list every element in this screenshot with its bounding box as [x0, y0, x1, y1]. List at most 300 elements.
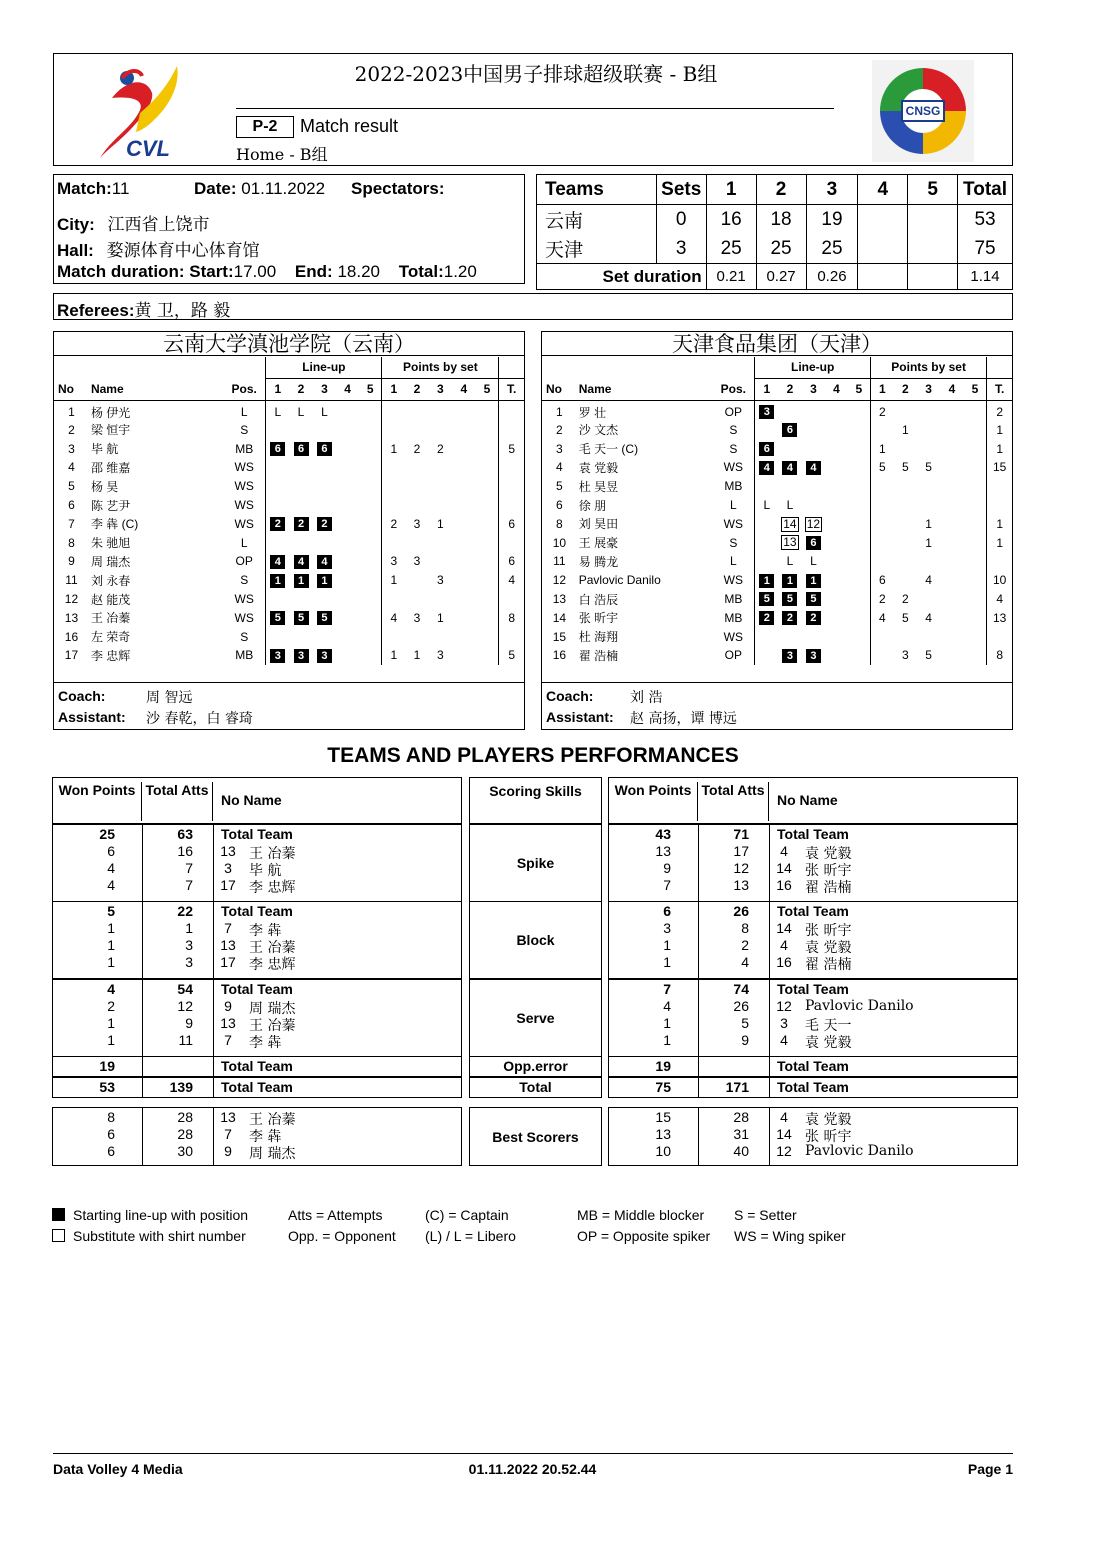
lineup-cell — [755, 421, 778, 440]
col-set-away-8: 4 — [940, 378, 963, 400]
won-points: 10 — [655, 1143, 671, 1159]
player-position: WS — [234, 610, 254, 625]
player-shirt-number: 7 — [224, 1032, 232, 1048]
lineup-cell — [825, 646, 848, 665]
total-points: 5 — [499, 439, 524, 458]
lineup-cell — [755, 477, 778, 496]
lineup-substitute-number: 12 — [806, 516, 821, 531]
score-team-away: 天津 — [537, 234, 657, 264]
set-points: 1 — [382, 439, 405, 458]
player-row — [54, 439, 524, 458]
spectators-label: Spectators: — [351, 179, 445, 198]
lineup-cell — [848, 458, 871, 477]
total-attempts: 3 — [185, 954, 193, 970]
player-row — [54, 646, 524, 665]
player-name: Pavlovic Danilo — [805, 1143, 914, 1159]
player-position: MB — [724, 479, 743, 494]
col-pos-home: Pos. — [223, 378, 266, 400]
player-shirt-number: 16 — [776, 954, 792, 970]
won-points: 1 — [663, 937, 671, 953]
roster-table-home — [54, 357, 524, 665]
set-points — [940, 571, 963, 590]
col-pos-away: Pos. — [712, 378, 755, 400]
set-points — [382, 477, 405, 496]
lineup-cell — [336, 627, 359, 646]
set-points — [917, 627, 940, 646]
lineup-cell — [825, 421, 848, 440]
player-shirt-number: 9 — [224, 998, 232, 1014]
footer-line — [53, 1453, 1013, 1454]
lineup-cell — [266, 496, 289, 515]
lineup-cell — [359, 439, 382, 458]
set-points — [940, 496, 963, 515]
lineup-start-position: 5 — [806, 592, 821, 606]
player-name: 王 冶蓁 — [249, 1018, 296, 1034]
won-points: 1 — [107, 937, 115, 953]
player-position: MB — [724, 592, 743, 607]
player-number: 16 — [552, 648, 567, 663]
score-header-teams: Teams — [537, 175, 657, 205]
player-name: 袁 党毅 — [805, 1035, 852, 1051]
player-number: 11 — [65, 573, 78, 588]
set-points — [382, 496, 405, 515]
player-name: 王 冶蓁 — [249, 846, 296, 862]
perf-block-right — [608, 1107, 1018, 1166]
player-number: 12 — [552, 573, 567, 588]
player-name: 白 浩辰 — [578, 592, 619, 607]
col-set-home-5: 1 — [382, 378, 405, 400]
set-points: 3 — [413, 610, 421, 625]
lineup-cell — [778, 571, 801, 590]
player-position: WS — [723, 629, 744, 644]
player-position: WS — [723, 460, 744, 475]
doc-subtitle: Home - B组 — [236, 145, 328, 164]
score-set5-away — [908, 234, 958, 264]
set-points — [452, 514, 475, 533]
player-shirt-number: 3 — [780, 1015, 788, 1031]
set-points — [917, 421, 940, 440]
lineup-cell — [266, 514, 289, 533]
roster-away-frame — [541, 331, 1013, 730]
player-shirt-number: 4 — [780, 1109, 788, 1125]
player-name: Pavlovic Danilo — [578, 573, 661, 588]
player-name: Total Team — [777, 826, 849, 842]
won-points: 1 — [107, 954, 115, 970]
player-name: 李 忠辉 — [249, 957, 296, 973]
skill-name: Total — [519, 1079, 552, 1095]
legend-mb: MB = Middle blocker — [577, 1207, 705, 1223]
set-points — [894, 571, 917, 590]
total-points — [499, 533, 524, 552]
lineup-cell — [336, 421, 359, 440]
player-shirt-number: 14 — [776, 920, 792, 936]
lineup-cell — [825, 627, 848, 646]
player-name: 邵 维嘉 — [90, 460, 131, 475]
lineup-cell — [266, 477, 289, 496]
set-points — [382, 533, 405, 552]
set-points — [429, 400, 452, 421]
player-shirt-number: 16 — [776, 877, 792, 893]
set-duration-label: Set duration — [537, 264, 707, 290]
won-points: 4 — [107, 877, 115, 893]
lineup-cell — [802, 627, 825, 646]
set-duration-4 — [858, 264, 908, 290]
roster-home — [53, 331, 525, 730]
set-points — [452, 439, 475, 458]
total-points — [499, 496, 524, 515]
won-points: 1 — [663, 1032, 671, 1048]
lineup-cell — [802, 421, 825, 440]
total-attempts: 54 — [177, 981, 193, 997]
total-attempts: 30 — [177, 1143, 193, 1159]
col-no-away: No — [542, 378, 577, 400]
set-points — [917, 496, 940, 515]
score-total-away: 75 — [958, 234, 1013, 264]
roster-home-frame — [53, 331, 525, 730]
set-points — [964, 608, 987, 627]
player-name: 陈 艺尹 — [90, 498, 131, 513]
total-attempts: 9 — [185, 1015, 193, 1031]
player-name: Total Team — [777, 981, 849, 997]
set-duration-total: 1.14 — [958, 264, 1013, 290]
perf-total-right — [608, 1077, 1018, 1098]
score-set2-away: 25 — [756, 234, 806, 264]
row-label: Total Team — [221, 1058, 293, 1074]
player-position: WS — [723, 516, 744, 531]
player-number: 11 — [553, 554, 566, 569]
roster-table-away — [542, 357, 1012, 665]
set-points: 2 — [870, 400, 893, 421]
player-row — [542, 608, 1012, 627]
player-shirt-number: 7 — [224, 920, 232, 936]
score-sets-away: 3 — [656, 234, 706, 264]
legend-op: OP = Opposite spiker — [577, 1228, 711, 1244]
skill-name: Block — [516, 932, 555, 948]
set-points — [917, 477, 940, 496]
coach-block-home — [54, 682, 524, 730]
lineup-cell — [336, 571, 359, 590]
set-points — [940, 533, 963, 552]
set-points — [405, 400, 428, 421]
set-points: 2 — [413, 441, 421, 456]
set-duration-1: 0.21 — [706, 264, 756, 290]
won-points: 53 — [99, 1079, 115, 1095]
won-points: 19 — [99, 1058, 115, 1074]
player-name: Pavlovic Danilo — [805, 998, 914, 1014]
set-points: 1 — [437, 610, 444, 625]
won-points: 1 — [107, 1015, 115, 1031]
player-name: 李 忠辉 — [249, 880, 296, 896]
lineup-start-position: 2 — [270, 517, 285, 531]
perf-block-left — [52, 1107, 462, 1166]
referees-label: Referees: — [57, 301, 135, 320]
player-shirt-number: 13 — [220, 937, 236, 953]
lineup-cell — [336, 496, 359, 515]
set-points: 1 — [382, 646, 405, 665]
player-position: MB — [724, 610, 743, 625]
lineup-start-position: 5 — [294, 611, 309, 625]
roster-away — [541, 331, 1013, 730]
lineup-cell — [848, 514, 871, 533]
player-name: 毕 航 — [249, 863, 282, 879]
total-points — [499, 477, 524, 496]
set-points: 1 — [382, 571, 405, 590]
player-name: 杨 伊光 — [90, 405, 131, 420]
player-name: 李 犇 — [249, 923, 282, 939]
player-row — [542, 627, 1012, 646]
duration-label: Match duration: — [57, 262, 185, 281]
lineup-cell — [825, 571, 848, 590]
lineup-libero: L — [786, 498, 794, 513]
header-won-points: Won Points — [53, 782, 142, 821]
player-name: 周 瑞杰 — [249, 1146, 296, 1162]
lineup-start-position: 2 — [782, 611, 797, 625]
total-attempts: 31 — [733, 1126, 749, 1142]
total-attempts: 63 — [177, 826, 193, 842]
won-points: 6 — [107, 843, 115, 859]
player-name: 周 瑞杰 — [249, 1001, 296, 1017]
roster-col-header-home — [54, 378, 524, 400]
total-attempts: 2 — [741, 937, 749, 953]
player-name: 赵 能茂 — [90, 592, 131, 607]
won-points: 25 — [99, 826, 115, 842]
lineup-cell — [825, 400, 848, 421]
lineup-cell — [755, 514, 778, 533]
player-number: 1 — [556, 405, 563, 419]
set-duration-5 — [908, 264, 958, 290]
perf-block-left — [52, 824, 462, 902]
coach-label: Coach: — [58, 688, 106, 704]
player-position: WS — [234, 592, 254, 607]
lineup-cell — [313, 571, 336, 590]
total-points: 8 — [499, 608, 524, 627]
player-number: 2 — [556, 422, 563, 437]
lineup-cell — [825, 590, 848, 609]
player-shirt-number: 7 — [224, 1126, 232, 1142]
lineup-start-position: 1 — [806, 574, 821, 588]
lineup-start-position: 5 — [782, 592, 797, 606]
lineup-cell — [848, 421, 871, 440]
lineup-cell — [755, 439, 778, 458]
lineup-cell — [336, 400, 359, 421]
player-row — [542, 421, 1012, 440]
set-points — [964, 571, 987, 590]
col-set-away-4: 5 — [848, 378, 871, 400]
set-points: 4 — [382, 608, 405, 627]
score-set1-home: 16 — [706, 205, 756, 235]
set-points — [476, 477, 499, 496]
player-number: 14 — [552, 610, 567, 625]
player-name: 左 荣奇 — [90, 630, 131, 645]
total-points: 1 — [987, 533, 1012, 552]
player-shirt-number: 13 — [220, 843, 236, 859]
player-shirt-number: 4 — [780, 937, 788, 953]
lineup-cell — [755, 627, 778, 646]
set-points: 2 — [870, 590, 893, 609]
total-attempts: 139 — [169, 1079, 193, 1095]
set-points: 3 — [902, 648, 909, 663]
col-name-away: Name — [577, 378, 713, 400]
player-row — [542, 533, 1012, 552]
lineup-cell — [266, 627, 289, 646]
set-points — [405, 533, 428, 552]
perf-header-skills — [469, 777, 602, 824]
legend-libero: (L) / L = Libero — [425, 1228, 516, 1244]
lineup-cell — [359, 552, 382, 571]
player-number: 16 — [64, 629, 79, 644]
col-set-home-3: 4 — [336, 378, 359, 400]
player-shirt-number: 12 — [776, 1143, 792, 1159]
total-attempts: 5 — [741, 1015, 749, 1031]
set-points — [964, 400, 987, 421]
set-points — [382, 458, 405, 477]
lineup-cell — [755, 400, 778, 421]
legend-atts: Atts = Attempts — [288, 1207, 383, 1223]
won-points: 4 — [107, 981, 115, 997]
col-set-home-8: 4 — [452, 378, 475, 400]
player-row — [542, 514, 1012, 533]
won-points: 7 — [663, 877, 671, 893]
lineup-cell — [848, 477, 871, 496]
col-set-away-9: 5 — [964, 378, 987, 400]
won-points: 43 — [655, 826, 671, 842]
assistant-names: 赵 高扬，谭 博远 — [630, 711, 737, 727]
legend-captain: (C) = Captain — [425, 1207, 509, 1223]
player-number: 17 — [64, 648, 79, 663]
player-number: 9 — [68, 554, 75, 569]
total-points: 4 — [499, 571, 524, 590]
won-points: 6 — [663, 903, 671, 919]
player-number: 4 — [556, 460, 563, 475]
city-value: 江西省上饶市 — [107, 215, 210, 235]
set-points — [429, 496, 452, 515]
lineup-cell — [778, 608, 801, 627]
won-points: 1 — [107, 920, 115, 936]
legend-substitute: Substitute with shirt number — [73, 1228, 246, 1244]
col-name-home: Name — [89, 378, 223, 400]
won-points: 19 — [655, 1058, 671, 1074]
coach-label: Coach: — [546, 688, 594, 704]
points-header-home: Points by set — [382, 357, 499, 378]
set-points: 2 — [902, 592, 909, 607]
row-label: Total Team — [221, 1079, 293, 1095]
set-points — [964, 514, 987, 533]
lineup-cell — [266, 533, 289, 552]
total-attempts: 12 — [177, 998, 193, 1014]
total-points: 10 — [987, 571, 1012, 590]
lineup-start-position: 4 — [782, 461, 797, 475]
set-points — [382, 590, 405, 609]
player-name: 张 昕宇 — [805, 1129, 852, 1145]
lineup-cell — [825, 552, 848, 571]
lineup-cell — [289, 627, 312, 646]
player-number: 10 — [552, 535, 567, 550]
lineup-cell — [755, 552, 778, 571]
col-set-away-2: 3 — [802, 378, 825, 400]
player-shirt-number: 13 — [220, 1109, 236, 1125]
set-points — [476, 552, 499, 571]
lineup-cell — [848, 627, 871, 646]
won-points: 5 — [107, 903, 115, 919]
player-position: MB — [235, 648, 254, 663]
player-shirt-number: 4 — [780, 1032, 788, 1048]
player-row — [54, 571, 524, 590]
player-name: 王 冶蓁 — [249, 940, 296, 956]
set-points — [476, 608, 499, 627]
footer-left: Data Volley 4 Media — [53, 1461, 183, 1477]
total-attempts: 4 — [741, 954, 749, 970]
lineup-cell — [289, 400, 312, 421]
player-name: 袁 党毅 — [805, 1112, 852, 1128]
set-points — [382, 421, 405, 440]
set-duration-3: 0.26 — [806, 264, 858, 290]
col-set-home-2: 3 — [313, 378, 336, 400]
score-row-away — [537, 234, 1013, 264]
player-number: 5 — [68, 479, 75, 494]
player-position: OP — [724, 405, 743, 419]
set-points — [870, 477, 893, 496]
end-value: 18.20 — [337, 262, 380, 281]
lineup-cell — [313, 439, 336, 458]
player-position: OP — [235, 554, 253, 569]
set-points — [940, 421, 963, 440]
player-row — [542, 458, 1012, 477]
lineup-start-position: 3 — [294, 649, 309, 663]
roster-group-header-away — [542, 357, 1012, 378]
lineup-cell — [266, 646, 289, 665]
total-attempts: 12 — [733, 860, 749, 876]
score-header-set1: 1 — [706, 175, 756, 205]
header-no-name: No Name — [221, 792, 282, 808]
set-points — [405, 496, 428, 515]
won-points: 13 — [655, 843, 671, 859]
performance-title: TEAMS AND PLAYERS PERFORMANCES — [327, 744, 739, 767]
set-points — [940, 458, 963, 477]
set-points — [870, 552, 893, 571]
player-row — [54, 477, 524, 496]
player-name: 李 犇 — [249, 1129, 282, 1145]
perf-total-left — [52, 1077, 462, 1098]
total-attempts: 17 — [733, 843, 749, 859]
player-row — [54, 458, 524, 477]
match-label: Match: — [57, 179, 112, 198]
player-name: 袁 党毅 — [578, 460, 619, 475]
score-header-set4: 4 — [858, 175, 908, 205]
won-points: 15 — [655, 1109, 671, 1125]
set-points — [894, 496, 917, 515]
end-label: End: — [294, 262, 333, 281]
coach-name: 刘 浩 — [630, 690, 663, 706]
lineup-cell — [778, 477, 801, 496]
set-points — [476, 400, 499, 421]
lineup-start-position: 3 — [317, 649, 332, 663]
lineup-cell — [802, 477, 825, 496]
player-number: 13 — [552, 592, 567, 607]
player-shirt-number: 14 — [776, 1126, 792, 1142]
set-points — [405, 477, 428, 496]
lineup-start-position: 6 — [806, 536, 821, 550]
lineup-cell — [848, 533, 871, 552]
lineup-cell — [336, 552, 359, 571]
total-attempts: 1 — [185, 920, 193, 936]
competition-title: 2022-2023中国男子排球超级联赛 - B组 — [354, 62, 718, 86]
player-position: L — [240, 405, 248, 419]
player-row — [54, 552, 524, 571]
set-points: 3 — [413, 516, 421, 531]
lineup-cell — [289, 421, 312, 440]
set-points — [452, 421, 475, 440]
player-number: 15 — [552, 629, 567, 644]
